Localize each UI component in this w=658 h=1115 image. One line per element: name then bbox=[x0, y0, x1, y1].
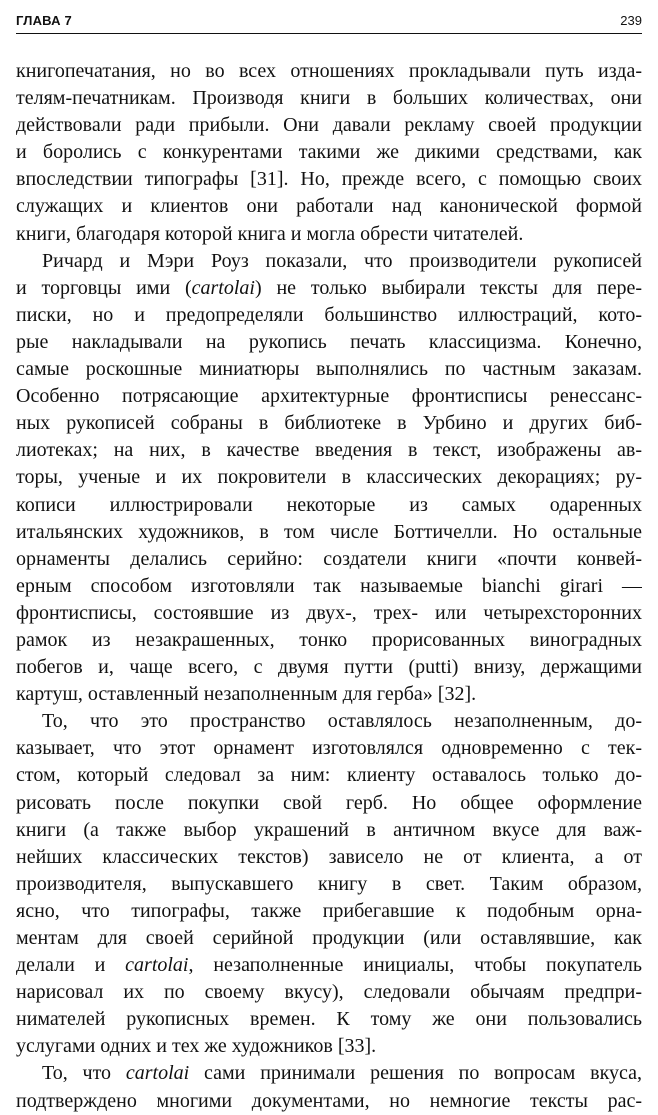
text-line: лиотеках; на них, в качестве введения в текст, изображены ав- bbox=[16, 439, 642, 462]
text-line: писки, но и предопределяли большинство иллюстраций, кото- bbox=[16, 303, 642, 326]
text-line: побегов и, чаще всего, с двумя путти (putti) внизу, держащими bbox=[16, 656, 642, 679]
paragraph bbox=[16, 708, 642, 1060]
text-line: самые роскошные миниатюры выполнялись по частным заказам. bbox=[16, 358, 642, 381]
text-line: книгопечатания, но во всех отношениях прокладывали путь изда- bbox=[16, 60, 642, 82]
page-number: 239 bbox=[620, 13, 642, 28]
text-line: фронтисписы, состоявшие из двух-, трех- или четырехсторонних bbox=[16, 601, 642, 624]
body-text bbox=[16, 58, 642, 1115]
paragraph bbox=[16, 1060, 642, 1114]
text-line: орнаменты делались серийно: создатели книги «почти конвей- bbox=[16, 547, 642, 570]
paragraph bbox=[16, 248, 642, 709]
text-line: телям-печатникам. Производя книги в больших количествах, они bbox=[16, 87, 642, 110]
text-line: производителя, выпускавшего книгу в свет. Таким образом, bbox=[16, 872, 642, 895]
text-line: ясно, что типографы, также прибегавшие к подобным орна- bbox=[16, 899, 642, 922]
text-line: и торговцы ими (cartolai) не только выбирали тексты для пере- bbox=[16, 276, 642, 299]
text-line: стом, который следовал за ним: клиенту оставалось только до- bbox=[16, 764, 642, 787]
text-line: Особенно потрясающие архитектурные фронтисписы ренессанс- bbox=[16, 385, 642, 408]
text-line: действовали ради прибыли. Они давали рекламу своей продукции bbox=[16, 114, 642, 137]
text-line: служащих и клиентов они работали над канонической формой bbox=[16, 195, 642, 218]
paragraph bbox=[16, 58, 642, 248]
text-line: ментам для своей серийной продукции (или оставлявшие, как bbox=[16, 927, 642, 949]
text-line: книги, благодаря которой книга и могла обрести читателей. bbox=[16, 222, 524, 245]
chapter-label: ГЛАВА 7 bbox=[16, 13, 72, 28]
text-line: впоследствии типографы [31]. Но, прежде всего, с помощью своих bbox=[16, 168, 642, 191]
text-line: То, что cartolai сами принимали решения по вопросам вкуса, bbox=[42, 1062, 642, 1085]
text-line: рамок из незакрашенных, тонко прорисованных виноградных bbox=[16, 628, 642, 651]
book-page bbox=[16, 0, 642, 1112]
text-line: рисовать после покупки свой герб. Но общее оформление bbox=[16, 791, 642, 814]
text-line: услугами одних и тех же художников [33]. bbox=[16, 1035, 377, 1058]
text-line: подтверждено многими документами, но немногие тексты рас- bbox=[16, 1089, 642, 1112]
text-line: казывает, что этот орнамент изготовлялся одновременно с тек- bbox=[16, 737, 642, 760]
text-line: кописи иллюстрировали некоторые из самых одаренных bbox=[16, 493, 642, 516]
text-line: Ричард и Мэри Роуз показали, что производители рукописей bbox=[42, 249, 642, 272]
text-line: нейших классических текстов) зависело не от клиента, а от bbox=[16, 845, 642, 868]
text-line: рые накладывали на рукопись печать классицизма. Конечно, bbox=[16, 330, 642, 353]
text-line: ерным способом изготовляли так называемые bianchi girari — bbox=[16, 574, 642, 597]
text-line: нарисовал их по своему вкусу), следовали обычаям предпри- bbox=[16, 981, 642, 1004]
text-line: книги (а также выбор украшений в античном вкусе для важ- bbox=[16, 818, 642, 841]
text-line: делали и cartolai, незаполненные инициалы, чтобы покупатель bbox=[16, 954, 642, 977]
text-line: торы, ученые и их покровители в классических декорациях; ру- bbox=[16, 466, 642, 489]
text-line: То, что это пространство оставлялось незаполненным, до- bbox=[42, 710, 642, 733]
text-line: нимателей рукописных времен. К тому же они пользовались bbox=[16, 1008, 642, 1031]
running-header bbox=[16, 11, 642, 34]
text-line: итальянских художников, в том числе Боттичелли. Но остальные bbox=[16, 520, 642, 543]
text-line: и боролись с конкурентами такими же дикими средствами, как bbox=[16, 141, 642, 164]
text-line: картуш, оставленный незаполненным для герба» [32]. bbox=[16, 683, 477, 706]
text-line: ных рукописей собраны в библиотеке в Урбино и других биб- bbox=[16, 412, 642, 435]
